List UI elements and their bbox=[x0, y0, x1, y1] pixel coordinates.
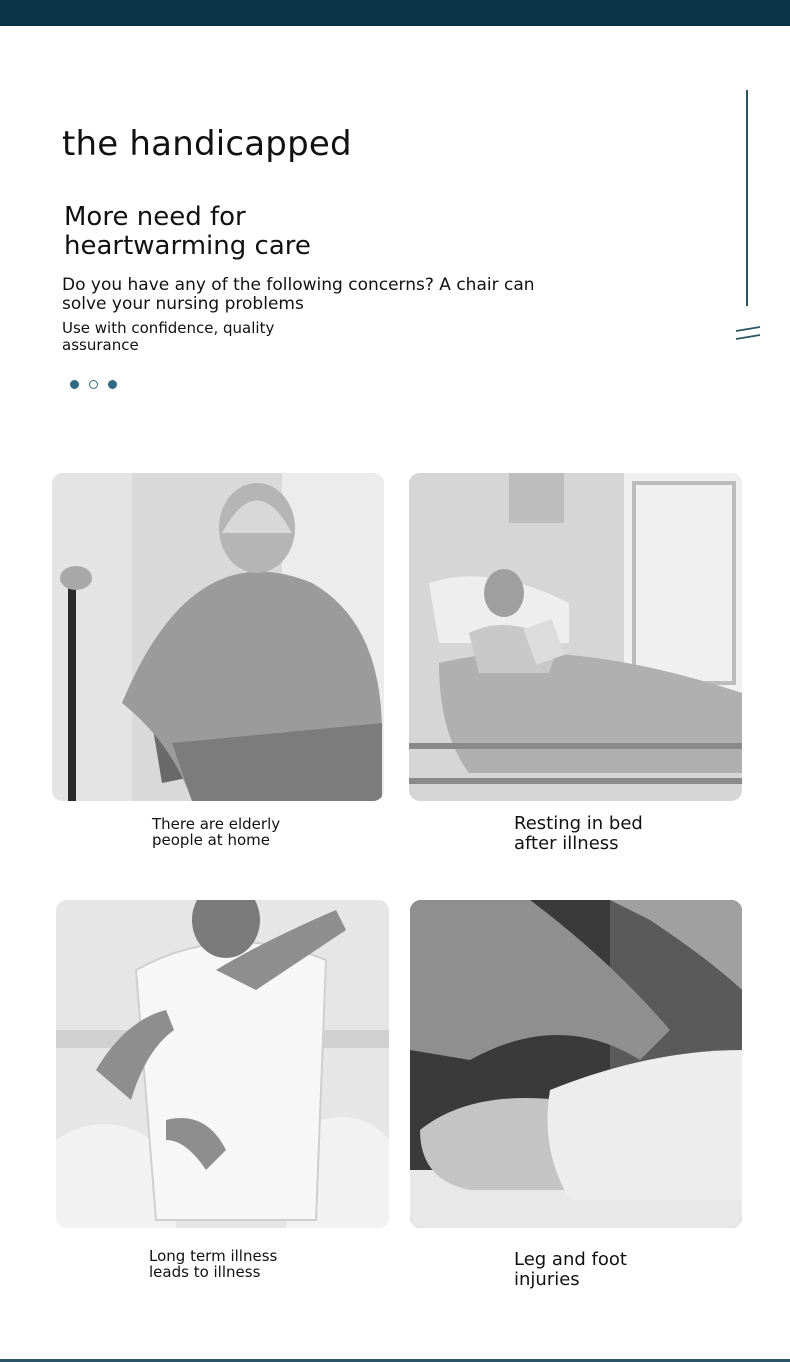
subtitle bbox=[64, 203, 311, 261]
double-slash-icon bbox=[734, 322, 762, 344]
top-bar bbox=[0, 0, 790, 26]
assurance-text bbox=[62, 320, 274, 354]
caption-leg-foot-injuries bbox=[514, 1250, 627, 1290]
caption-elderly-line-2: people at home bbox=[152, 831, 270, 849]
caption-long-term-illness bbox=[149, 1248, 277, 1280]
subtitle-line-2: heartwarming care bbox=[64, 231, 311, 261]
carousel-dot-1[interactable] bbox=[70, 380, 79, 389]
man-holding-back-photo bbox=[56, 900, 389, 1228]
concerns-text bbox=[62, 276, 535, 314]
elderly-man-with-cane-photo bbox=[52, 473, 384, 801]
caption-bed-rest-line-1: Resting in bed bbox=[514, 813, 643, 834]
assurance-line-1: Use with confidence, quality bbox=[62, 319, 275, 337]
woman-in-hospital-bed-photo bbox=[409, 473, 742, 801]
carousel-dot-2[interactable] bbox=[89, 380, 98, 389]
page-title: the handicapped bbox=[62, 124, 352, 164]
caption-elderly-line-1: There are elderly bbox=[152, 815, 281, 833]
concerns-line-1: Do you have any of the following concerns? A chair can bbox=[62, 275, 535, 295]
caption-long-term-illness-line-2: leads to illness bbox=[149, 1263, 261, 1281]
caption-leg-foot-injuries-line-1: Leg and foot bbox=[514, 1249, 627, 1270]
caption-bed-rest-line-2: after illness bbox=[514, 833, 619, 854]
carousel-dots bbox=[70, 380, 117, 389]
vertical-divider bbox=[746, 90, 748, 306]
caption-long-term-illness-line-1: Long term illness bbox=[149, 1247, 278, 1265]
concerns-line-2: solve your nursing problems bbox=[62, 294, 304, 314]
caption-elderly bbox=[152, 816, 280, 848]
caption-leg-foot-injuries-line-2: injuries bbox=[514, 1269, 580, 1290]
subtitle-line-1: More need for bbox=[64, 202, 246, 232]
assurance-line-2: assurance bbox=[62, 336, 139, 354]
caption-bed-rest bbox=[514, 814, 643, 854]
bandaged-foot-photo bbox=[410, 900, 742, 1228]
carousel-dot-3[interactable] bbox=[108, 380, 117, 389]
